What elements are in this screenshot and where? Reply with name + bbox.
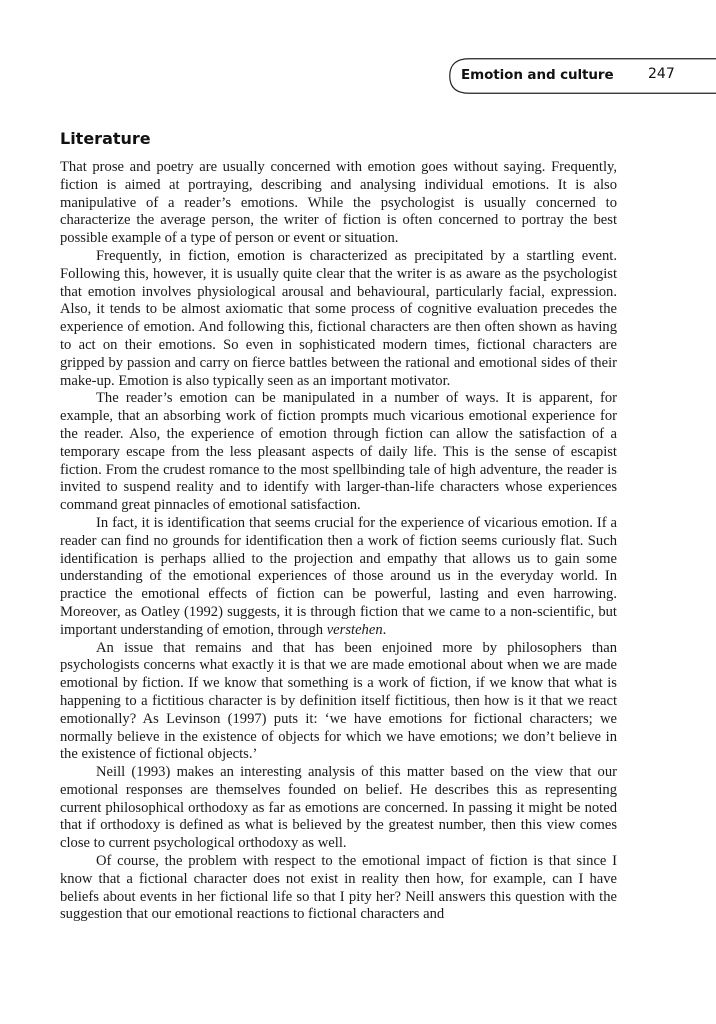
body-text [60, 159, 617, 924]
paragraph: Frequently, in fiction, emotion is characterized as precipitated by a startling event. Following this, however, it is usually quite clear that the writer is as aware as the psychologist that emotion involves physiological arousal and behavioural, particularly facial, expression. Also, it tends to be almost axiomatic that some process of cognitive evaluation precedes the experience of emotion. And following this, fictional characters are then often shown as having to act on their emotions. So even in sophisticated modern times, fictional characters are gripped by passion and carry on fierce battles between the rational and emotional sides of their make-up. Emotion is also typically seen as an important motivator. [60, 247, 617, 389]
paragraph: The reader’s emotion can be manipulated in a number of ways. It is apparent, for example, that an absorbing work of fiction prompts much vicarious emotional experience for the reader. Also, the experience of emotion through fiction can allow the satisfaction of a temporary escape from the less pleasant aspects of daily life. This is the sense of escapist fiction. From the crudest romance to the most spellbinding tale of high adventure, the reader is invited to suspend reality and to identify with larger-than-life characters whose experiences command great pinnacles of emotional satisfaction. [60, 390, 617, 514]
paragraph: That prose and poetry are usually concerned with emotion goes without saying. Frequently, fiction is aimed at portraying, describing and analysing individual emotions. It is also manipulative of a reader’s emotions. While the psychologist is usually concerned to characterize the average person, the writer of fiction is often concerned to portray the best possible example of a type of person or event or situation. [60, 159, 617, 247]
paragraph: Of course, the problem with respect to the emotional impact of fiction is that since I know that a fictional character does not exist in reality then how, for example, can I have beliefs about events in her fictional life so that I pity her? Neill answers this question with the suggestion that our emotional reactions to fictional characters and [60, 853, 617, 923]
paragraph [60, 515, 617, 640]
paragraph-text: . [382, 621, 387, 638]
section-heading: Literature [60, 129, 151, 148]
paragraph-text: In fact, it is identification that seems crucial for the experience of vicarious emotion. If a reader can find no grounds for identification then a work of fiction seems curiously flat. Such identification is perhaps allied to the projection and empathy that allows us to gain some understanding of the emotional experiences of those around us in the everyday world. In practice the emotional effects of fiction can be powerful, lasting and even harrowing. Moreover, as Oatley (1992) suggests, it is through fiction that we came to a non-scientific, but important understanding of emotion, through [60, 514, 617, 638]
running-head-title: Emotion and culture [461, 67, 614, 83]
running-head [445, 58, 716, 94]
paragraph: Neill (1993) makes an interesting analysis of this matter based on the view that our emotional responses are themselves founded on belief. He describes this as representing current philosophical orthodoxy as far as emotions are concerned. In passing it might be noted that if orthodoxy is defined as what is believed by the greatest number, then this view comes close to current psychological orthodoxy as well. [60, 764, 617, 852]
italic-term: verstehen [326, 621, 383, 638]
paragraph: An issue that remains and that has been enjoined more by philosophers than psychologists concerns what exactly it is that we are made emotional about when we are made emotional by fiction. If we know that something is a work of fiction, if we know that what is happening to a fictitious character is by definition itself fictitious, then how is it that we react emotionally? As Levinson (1997) puts it: ‘we have emotions for fictional characters; we normally believe in the existence of objects for which we have emotions; we don’t believe in the existence of fictional objects.’ [60, 639, 617, 763]
page-number: 247 [648, 66, 675, 82]
